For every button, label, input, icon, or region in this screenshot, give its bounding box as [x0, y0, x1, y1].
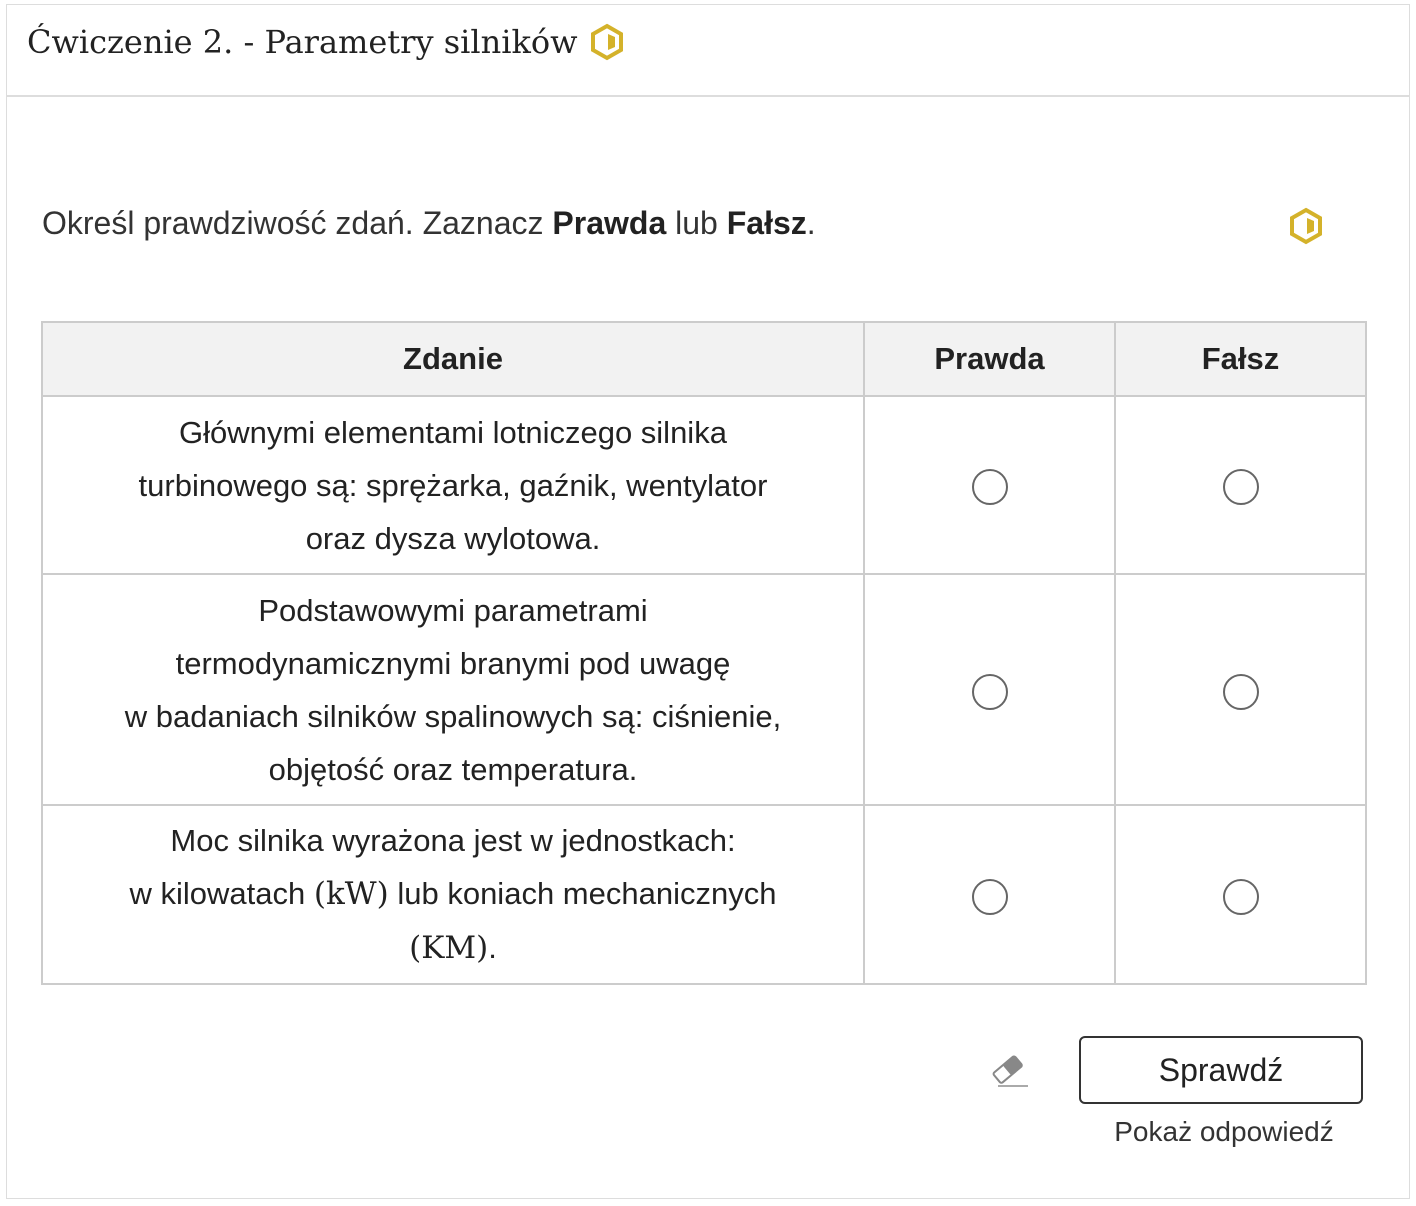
title-text: Ćwiczenie 2. - Parametry silników [27, 23, 578, 61]
header-true: Prawda [864, 322, 1115, 396]
statement-text: Podstawowymi parametrami termodynamicznymi branymi pod uwagę w badaniach silników spalinowych są: ciśnienie, objętość oraz temperatura. [42, 574, 864, 805]
show-answer-link[interactable]: Pokaż odpowiedź [1114, 1116, 1334, 1147]
table-row [42, 574, 1366, 805]
radio-false[interactable] [1223, 674, 1259, 710]
eraser-icon[interactable] [988, 1050, 1028, 1090]
table-header [42, 322, 1366, 396]
table-row [42, 805, 1366, 984]
instruction: Określ prawdziwość zdań. Zaznacz Prawda lub Fałsz. [42, 205, 816, 241]
statement-text: Głównymi elementami lotniczego silnika turbinowego są: sprężarka, gaźnik, wentylator oraz dysza wylotowa. [42, 396, 864, 574]
hexagon-half-icon [589, 23, 625, 61]
radio-false[interactable] [1223, 469, 1259, 505]
exercise-header [7, 5, 1409, 97]
header-statement: Zdanie [42, 322, 864, 396]
radio-true[interactable] [972, 469, 1008, 505]
exercise-title [27, 23, 625, 61]
radio-true[interactable] [972, 879, 1008, 915]
table-row [42, 396, 1366, 574]
radio-true[interactable] [972, 674, 1008, 710]
check-button[interactable]: Sprawdź [1079, 1036, 1363, 1104]
radio-false[interactable] [1223, 879, 1259, 915]
true-false-table [41, 321, 1367, 985]
header-false: Fałsz [1115, 322, 1366, 396]
hexagon-half-icon [1288, 207, 1324, 245]
statement-text: Moc silnika wyrażona jest w jednostkach: w kilowatach (kW) lub koniach mechanicznych (KM). [42, 805, 864, 984]
